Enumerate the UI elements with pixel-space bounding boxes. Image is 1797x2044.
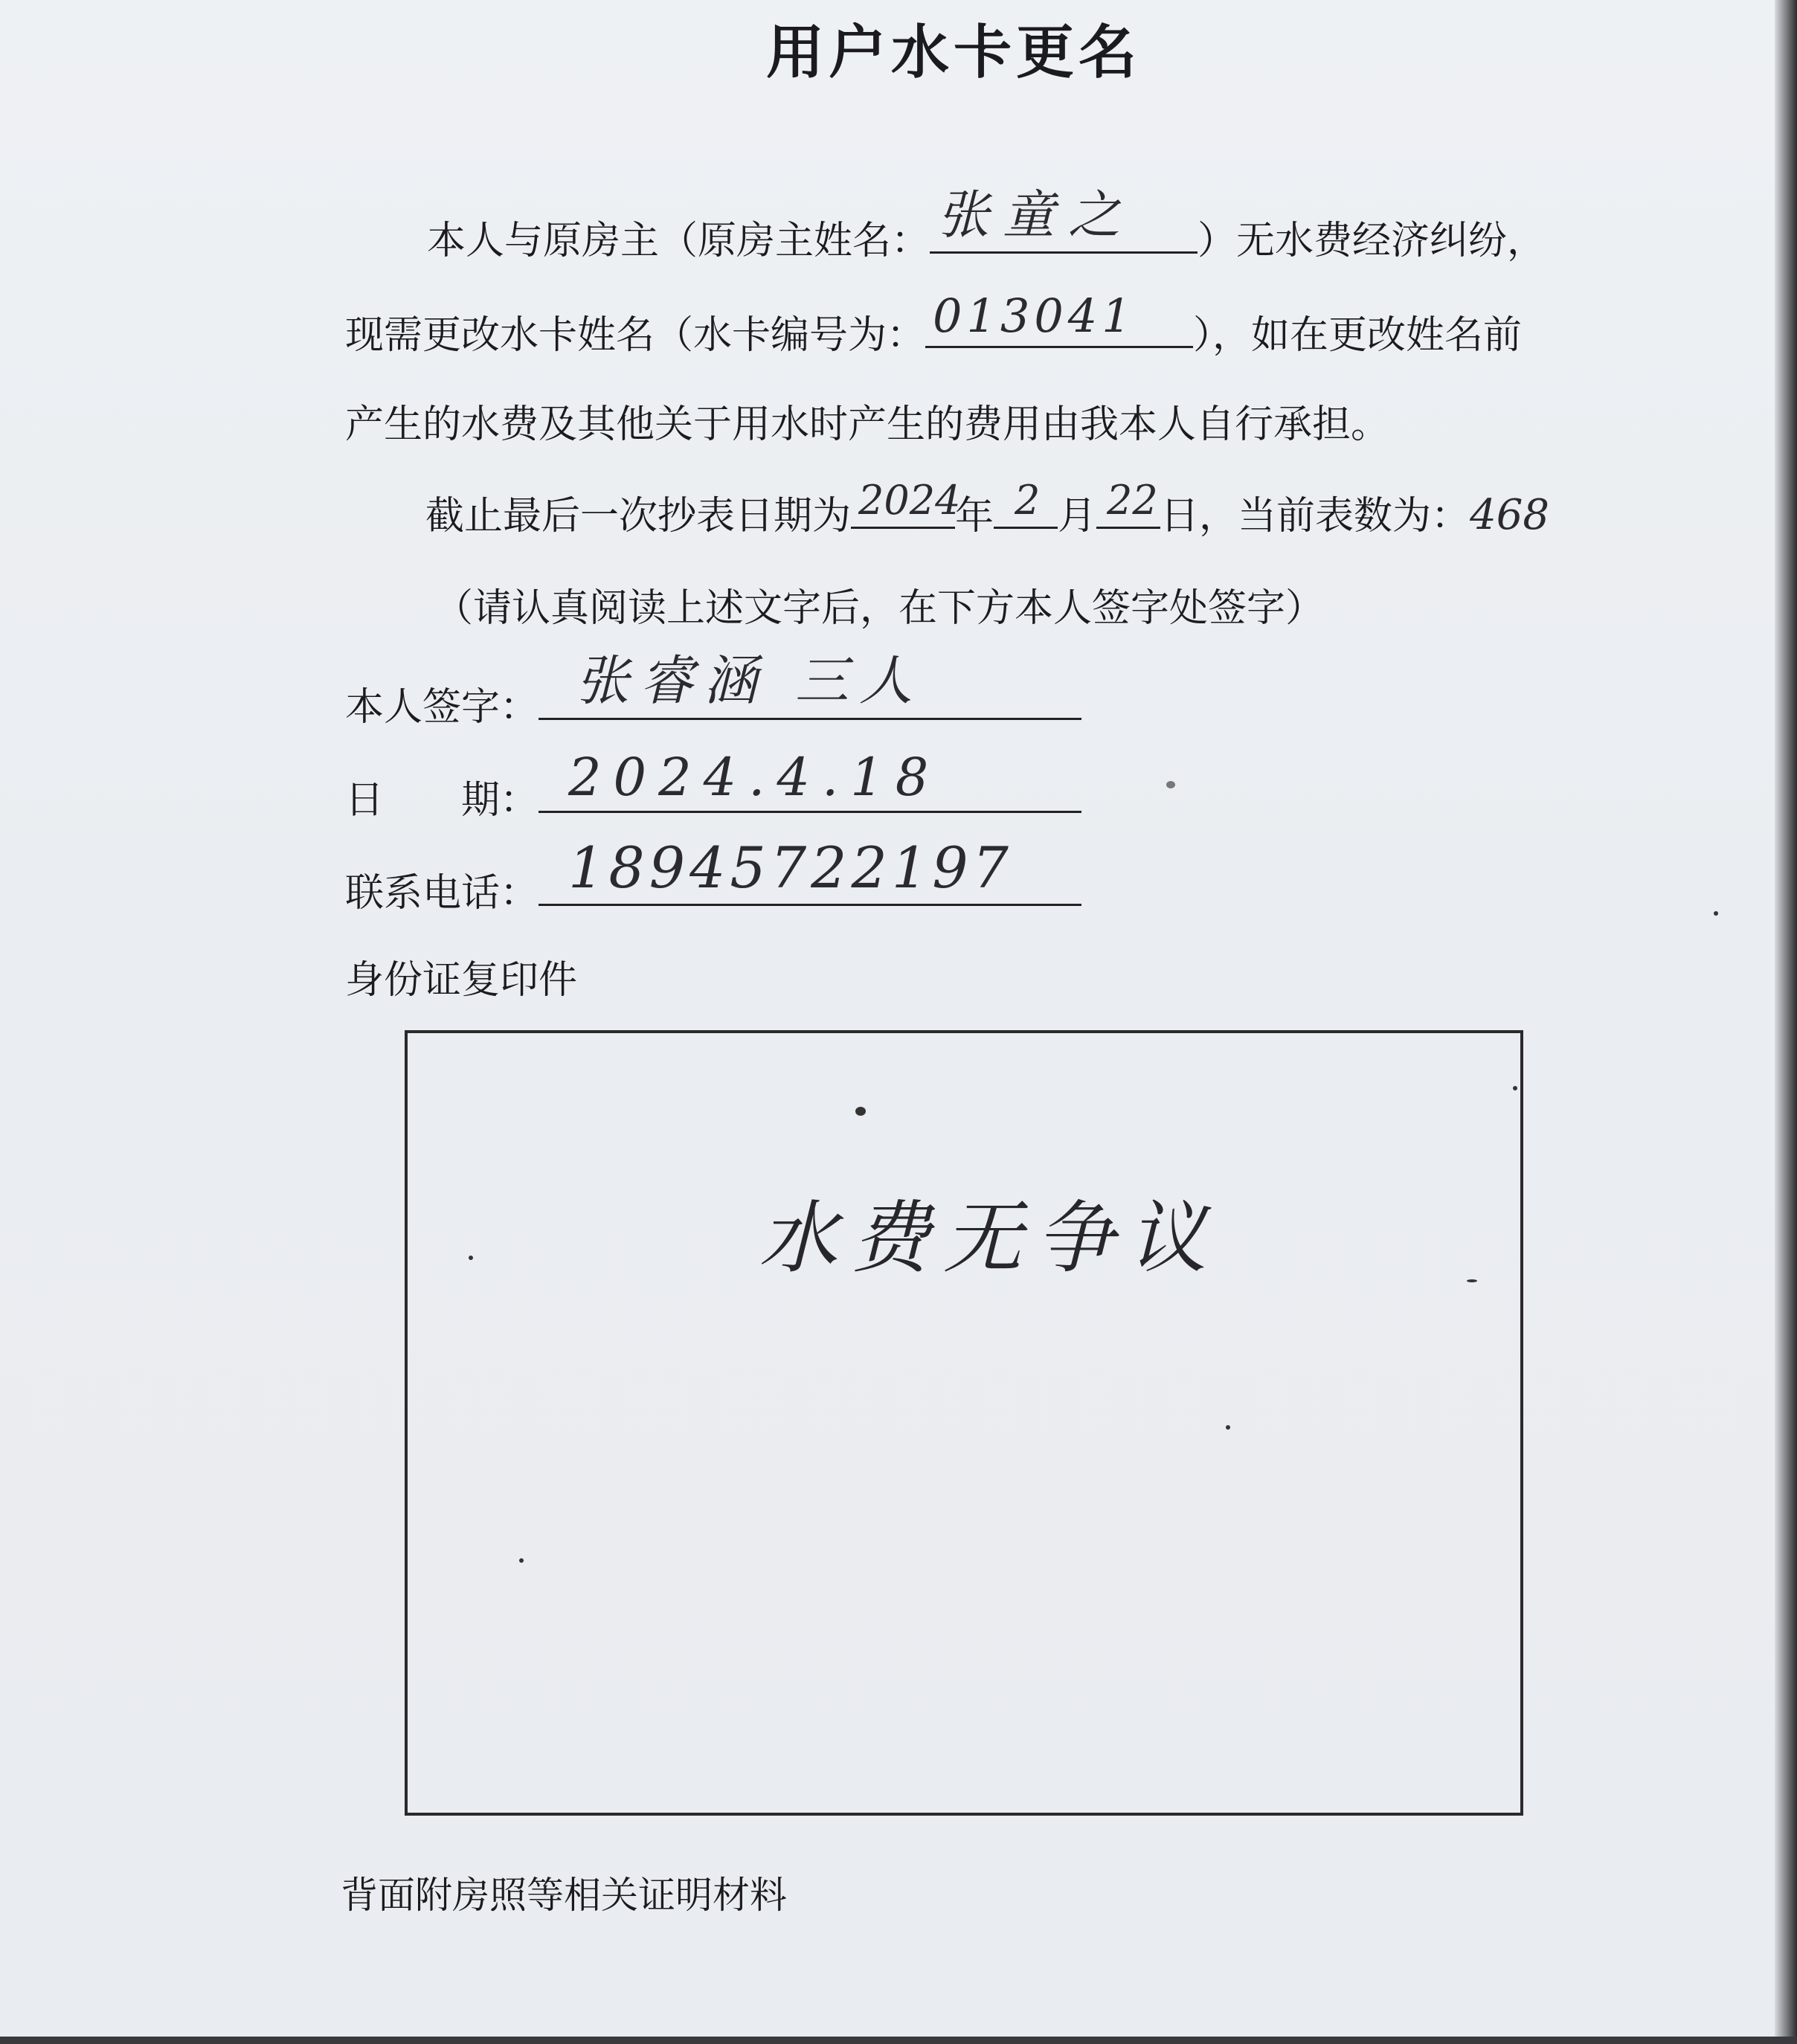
month-blank bbox=[994, 477, 1058, 529]
meter-reading-handwriting: 468 bbox=[1470, 491, 1549, 539]
ink-speck bbox=[519, 1558, 524, 1563]
id-copy-label: 身份证复印件 bbox=[345, 958, 578, 1003]
paragraph-line-1 bbox=[427, 184, 1546, 265]
document-title: 用户水卡更名 bbox=[766, 19, 1142, 86]
owner-name-handwriting: 张童之 bbox=[937, 184, 1134, 245]
ink-speck bbox=[469, 1256, 473, 1260]
date-row bbox=[345, 747, 1081, 824]
phone-label: 联系电话： bbox=[345, 871, 539, 916]
phone-blank bbox=[539, 835, 1081, 906]
signature-handwriting: 张睿涵 三人 bbox=[576, 649, 923, 712]
card-suffix-text: ），如在更改姓名前 bbox=[1193, 313, 1523, 358]
signature-label: 本人签字： bbox=[345, 685, 539, 730]
year-blank bbox=[851, 477, 961, 529]
paragraph-line-2 bbox=[345, 289, 1523, 359]
id-copy-box bbox=[405, 1030, 1523, 1816]
date-handwriting: 2024.4.18 bbox=[568, 747, 941, 808]
id-box-handwritten-note: 水费无争议 bbox=[759, 1192, 1220, 1284]
date-blank bbox=[539, 747, 1081, 813]
footer-note: 背面附房照等相关证明材料 bbox=[341, 1874, 787, 1917]
year-unit: 年 bbox=[955, 494, 994, 539]
reading-date-prefix: 截止最后一次抄表日期为 bbox=[425, 494, 852, 539]
day-handwriting: 22 bbox=[1107, 477, 1158, 524]
month-handwriting: 2 bbox=[1015, 477, 1041, 524]
ink-speck bbox=[855, 1107, 866, 1116]
owner-prefix-text: 本人与原房主（原房主姓名： bbox=[427, 219, 930, 263]
ink-speck bbox=[1513, 1086, 1517, 1090]
year-handwriting: 2024 bbox=[858, 477, 961, 524]
page-edge-shadow bbox=[1775, 0, 1797, 2044]
ink-speck bbox=[1226, 1425, 1230, 1430]
phone-handwriting: 18945722197 bbox=[568, 835, 1013, 901]
signature-row bbox=[345, 649, 1081, 731]
card-prefix-text: 现需更改水卡姓名（水卡编号为： bbox=[345, 313, 926, 358]
day-blank bbox=[1096, 477, 1160, 529]
ink-speck bbox=[1467, 1279, 1477, 1282]
ink-speck bbox=[1166, 781, 1175, 788]
month-unit: 月 bbox=[1058, 494, 1097, 539]
phone-row bbox=[345, 835, 1081, 917]
ink-speck bbox=[1714, 911, 1718, 916]
paragraph-line-4 bbox=[425, 477, 1549, 540]
day-unit: 日，当前表数为： bbox=[1160, 494, 1470, 539]
signature-blank bbox=[539, 649, 1081, 720]
owner-name-blank bbox=[930, 184, 1198, 254]
paragraph-line-3: 产生的水费及其他关于用水时产生的费用由我本人自行承担。 bbox=[345, 402, 1390, 447]
card-number-handwriting: 013041 bbox=[933, 289, 1136, 343]
date-label: 日 期： bbox=[345, 778, 539, 823]
instruction-text: （请认真阅读上述文字后，在下方本人签字处签字） bbox=[434, 586, 1325, 631]
owner-suffix-text: ）无水费经济纠纷， bbox=[1198, 219, 1546, 263]
page-bottom-shadow bbox=[0, 2037, 1797, 2044]
card-number-blank bbox=[925, 289, 1193, 348]
